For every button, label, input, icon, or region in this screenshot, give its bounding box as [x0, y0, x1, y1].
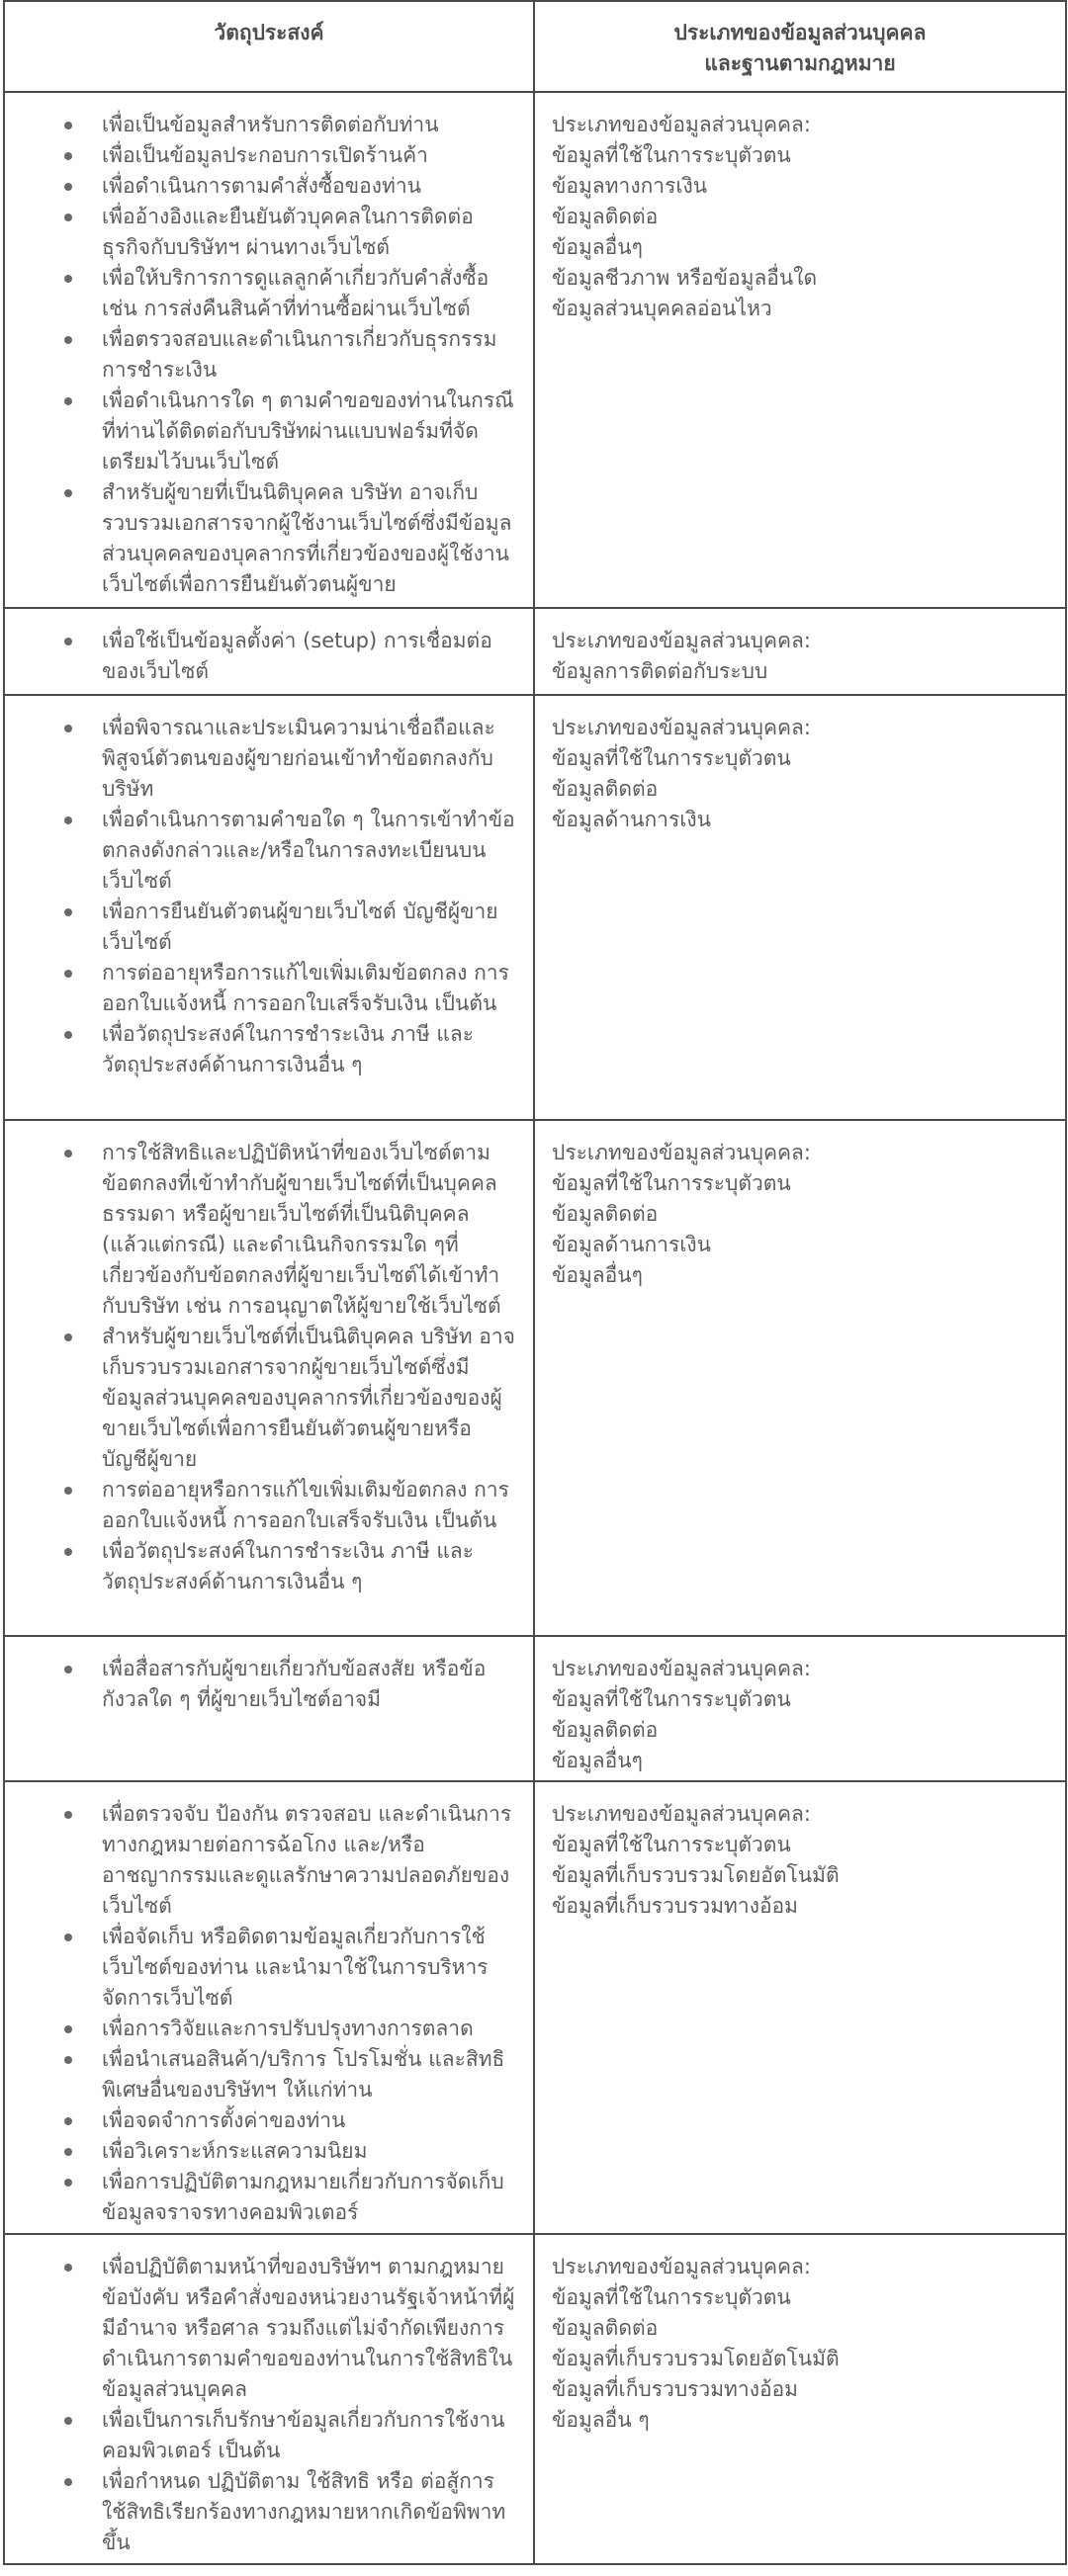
purpose-item: เพื่อดำเนินการใด ๆ ตามคำขอของท่านในกรณีที่ท่านได้ติดต่อกับบริษัทผ่านแบบฟอร์มที่จัดเตรียมไว้บนเว็บไซต์ — [102, 386, 515, 477]
purpose-item: เพื่อสื่อสารกับผู้ขายเกี่ยวกับข้อสงสัย หรือข้อกังวลใด ๆ ที่ผู้ขายเว็บไซต์อาจมี — [102, 1654, 515, 1715]
data-type-item: ข้อมูลติดต่อ — [552, 205, 659, 228]
purpose-item: เพื่อจดจำการตั้งค่าของท่าน — [102, 2105, 515, 2136]
purpose-item: เพื่อดำเนินการตามคำขอใด ๆ ในการเข้าทำข้อตกลงดังกล่าวและ/หรือในการลงทะเบียนบนเว็บไซต์ — [102, 805, 515, 897]
purpose-item: เพื่อใช้เป็นข้อมูลตั้งค่า (setup) การเชื่อมต่อของเว็บไซต์ — [102, 626, 515, 687]
purpose-item: เพื่อการปฏิบัติตามกฎหมายเกี่ยวกับการจัดเก็บข้อมูลจราจรทางคอมพิวเตอร์ — [102, 2167, 515, 2228]
purpose-item: เพื่อการวิจัยและการปรับปรุงทางการตลาด — [102, 2014, 515, 2044]
data-type-item: ข้อมูลอื่น ๆ — [552, 2408, 650, 2432]
purpose-item: เพื่ออ้างอิงและยืนยันตัวบุคคลในการติดต่อธุรกิจกับบริษัทฯ ผ่านทางเว็บไซต์ — [102, 202, 515, 263]
table-row — [4, 1781, 1066, 2234]
header-purpose-label: วัตถุประสงค์ — [214, 21, 324, 44]
purpose-cell — [4, 1636, 534, 1781]
data-type-cell — [534, 1781, 1066, 2234]
purpose-cell — [4, 92, 534, 608]
purpose-item: เพื่อวัตถุประสงค์ในการชำระเงิน ภาษี และวัตถุประสงค์ด้านการเงินอื่น ๆ — [102, 1536, 515, 1597]
purpose-cell — [4, 2234, 534, 2564]
data-type-item: ข้อมูลที่ใช้ในการระบุตัวตน — [552, 1171, 791, 1195]
purpose-cell — [4, 695, 534, 1120]
header-types-line: ประเภทของข้อมูลส่วนบุคคล — [673, 21, 927, 44]
data-type-item: ข้อมูลอื่นๆ — [552, 235, 643, 259]
purpose-item: เพื่อวิเคราะห์กระแสความนิยม — [102, 2136, 515, 2167]
purpose-list — [27, 626, 515, 687]
purpose-item: เพื่อการยืนยันตัวตนผู้ขายเว็บไซต์ บัญชีผู้ขายเว็บไซต์ — [102, 897, 515, 958]
data-type-item: ข้อมูลติดต่อ — [552, 2316, 659, 2340]
data-type-item: ข้อมูลอื่นๆ — [552, 1263, 643, 1287]
purpose-item: เพื่อตรวจจับ ป้องกัน ตรวจสอบ และดำเนินการทางกฎหมายต่อการฉ้อโกง และ/หรืออาชญากรรมและดูแลรักษาความปลอดภัยของเว็บไซต์ — [102, 1799, 515, 1922]
purpose-item: เพื่อเป็นข้อมูลประกอบการเปิดร้านค้า — [102, 140, 515, 171]
data-type-item: ข้อมูลที่ใช้ในการระบุตัวตน — [552, 2285, 791, 2309]
header-types-line: และฐานตามกฎหมาย — [704, 51, 896, 75]
purpose-item: เพื่อเป็นการเก็บรักษาข้อมูลเกี่ยวกับการใช้งานคอมพิวเตอร์ เป็นต้น — [102, 2405, 515, 2466]
table-header-row — [4, 1, 1066, 92]
purpose-item: สำหรับผู้ขายเว็บไซต์ที่เป็นนิติบุคคล บริษัท อาจเก็บรวบรวมเอกสารจากผู้ขายเว็บไซต์ซึ่งมีข้อมูลส่วนบุคคลของบุคลากรที่เกี่ยวข้องของผู้ขายเว็บไซต์เพื่อการยืนยันตัวตนผู้ขายหรือบัญชีผู้ขาย — [102, 1322, 515, 1475]
data-type-item: ข้อมูลที่ใช้ในการระบุตัวตน — [552, 746, 791, 770]
data-type-item: ข้อมูลที่เก็บรวบรวมโดยอัตโนมัติ — [552, 2347, 840, 2370]
table-row — [4, 695, 1066, 1120]
table-row — [4, 92, 1066, 608]
data-type-item: ข้อมูลด้านการเงิน — [552, 1233, 712, 1256]
data-type-item: ข้อมูลติดต่อ — [552, 1202, 659, 1226]
purpose-list — [27, 1799, 515, 2228]
purpose-cell — [4, 608, 534, 695]
data-type-item: ข้อมูลที่ใช้ในการระบุตัวตน — [552, 1687, 791, 1711]
data-type-item: ข้อมูลชีวภาพ หรือข้อมูลอื่นใด — [552, 266, 818, 290]
data-type-item: ข้อมูลทางการเงิน — [552, 174, 708, 198]
data-type-heading: ประเภทของข้อมูลส่วนบุคคล: — [552, 1802, 811, 1826]
header-purpose — [4, 1, 534, 92]
purpose-item: สำหรับผู้ขายที่เป็นนิติบุคคล บริษัท อาจเก็บรวบรวมเอกสารจากผู้ใช้งานเว็บไซต์ซึ่งมีข้อมูลส่วนบุคคลของบุคลากรที่เกี่ยวข้องของผู้ใช้งานเว็บไซต์เพื่อการยืนยันตัวตนผู้ขาย — [102, 477, 515, 600]
data-type-item: ข้อมูลที่ใช้ในการระบุตัวตน — [552, 1833, 791, 1856]
purpose-item: เพื่อดำเนินการตามคำสั่งซื้อของท่าน — [102, 171, 515, 202]
data-type-item: ข้อมูลที่เก็บรวบรวมโดยอัตโนมัติ — [552, 1863, 840, 1887]
table-row — [4, 1120, 1066, 1636]
header-data-types — [534, 1, 1066, 92]
purpose-item: การต่ออายุหรือการแก้ไขเพิ่มเติมข้อตกลง การออกใบแจ้งหนี้ การออกใบเสร็จรับเงิน เป็นต้น — [102, 1475, 515, 1536]
data-type-cell — [534, 695, 1066, 1120]
purpose-item: เพื่อเป็นข้อมูลสำหรับการติดต่อกับท่าน — [102, 110, 515, 140]
purpose-item: เพื่อปฏิบัติตามหน้าที่ของบริษัทฯ ตามกฎหมายข้อบังคับ หรือคำสั่งของหน่วยงานรัฐเจ้าหน้าที่ผู้มีอำนาจ หรือศาล รวมถึงแต่ไม่จำกัดเพียงการดำเนินการตามคำขอของท่านในการใช้สิทธิในข้อมูลส่วนบุคคล — [102, 2252, 515, 2405]
purpose-item: เพื่อตรวจสอบและดำเนินการเกี่ยวกับธุรกรรมการชำระเงิน — [102, 324, 515, 386]
purpose-list — [27, 110, 515, 600]
purpose-cell — [4, 1781, 534, 2234]
purpose-item: การต่ออายุหรือการแก้ไขเพิ่มเติมข้อตกลง การออกใบแจ้งหนี้ การออกใบเสร็จรับเงิน เป็นต้น — [102, 958, 515, 1019]
purpose-table — [3, 0, 1067, 2565]
purpose-cell — [4, 1120, 534, 1636]
data-type-item: ข้อมูลที่เก็บรวบรวมทางอ้อม — [552, 1894, 799, 1918]
table-row — [4, 2234, 1066, 2564]
data-type-heading: ประเภทของข้อมูลส่วนบุคคล: — [552, 113, 811, 136]
purpose-list — [27, 713, 515, 1080]
data-type-item: ข้อมูลติดต่อ — [552, 1718, 659, 1742]
table-row — [4, 608, 1066, 695]
purpose-item: เพื่อให้บริการการดูแลลูกค้าเกี่ยวกับคำสั่งซื้อ เช่น การส่งคืนสินค้าที่ท่านซื้อผ่านเว็บไซต์ — [102, 263, 515, 324]
data-type-heading: ประเภทของข้อมูลส่วนบุคคล: — [552, 1141, 811, 1164]
data-type-cell — [534, 92, 1066, 608]
data-type-item: ข้อมูลที่ใช้ในการระบุตัวตน — [552, 143, 791, 167]
data-type-heading: ประเภทของข้อมูลส่วนบุคคล: — [552, 629, 811, 652]
data-type-item: ข้อมูลที่เก็บรวบรวมทางอ้อม — [552, 2377, 799, 2401]
data-type-cell — [534, 1636, 1066, 1781]
purpose-item: เพื่อพิจารณาและประเมินความน่าเชื่อถือและพิสูจน์ตัวตนของผู้ขายก่อนเข้าทำข้อตกลงกับบริษัท — [102, 713, 515, 805]
data-type-item: ข้อมูลส่วนบุคคลอ่อนไหว — [552, 297, 772, 320]
data-type-heading: ประเภทของข้อมูลส่วนบุคคล: — [552, 716, 811, 739]
data-type-heading: ประเภทของข้อมูลส่วนบุคคล: — [552, 1657, 811, 1680]
purpose-item: การใช้สิทธิและปฏิบัติหน้าที่ของเว็บไซต์ตามข้อตกลงที่เข้าทำกับผู้ขายเว็บไซต์ที่เป็นบุคคลธรรมดา หรือผู้ขายเว็บไซต์ที่เป็นนิติบุคคล (แล้วแต่กรณี) และดำเนินกิจกรรมใด ๆที่เกี่ยวข้องกับข้อตกลงที่ผู้ขายเว็บไซต์ได้เข้าทำกับบริษัท เช่น การอนุญาตให้ผู้ขายใช้เว็บไซต์ — [102, 1138, 515, 1322]
data-type-heading: ประเภทของข้อมูลส่วนบุคคล: — [552, 2255, 811, 2278]
purpose-item: เพื่อจัดเก็บ หรือติดตามข้อมูลเกี่ยวกับการใช้เว็บไซต์ของท่าน และนำมาใช้ในการบริหารจัดการเว็บไซต์ — [102, 1922, 515, 2014]
purpose-list — [27, 1138, 515, 1597]
purpose-list — [27, 2252, 515, 2558]
purpose-item: เพื่อวัตถุประสงค์ในการชำระเงิน ภาษี และวัตถุประสงค์ด้านการเงินอื่น ๆ — [102, 1019, 515, 1080]
purpose-item: เพื่อกำหนด ปฏิบัติตาม ใช้สิทธิ หรือ ต่อสู้การใช้สิทธิเรียกร้องทางกฎหมายหากเกิดข้อพิพาทขึ้น — [102, 2466, 515, 2558]
data-type-cell — [534, 1120, 1066, 1636]
table-row — [4, 1636, 1066, 1781]
data-type-cell — [534, 2234, 1066, 2564]
data-type-item: ข้อมูลอื่นๆ — [552, 1749, 643, 1772]
data-type-item: ข้อมูลติดต่อ — [552, 777, 659, 801]
purpose-list — [27, 1654, 515, 1715]
data-type-item: ข้อมูลการติดต่อกับระบบ — [552, 659, 768, 683]
purpose-item: เพื่อนำเสนอสินค้า/บริการ โปรโมชั่น และสิทธิพิเศษอื่นของบริษัทฯ ให้แก่ท่าน — [102, 2044, 515, 2105]
data-type-item: ข้อมูลด้านการเงิน — [552, 808, 712, 831]
data-type-cell — [534, 608, 1066, 695]
